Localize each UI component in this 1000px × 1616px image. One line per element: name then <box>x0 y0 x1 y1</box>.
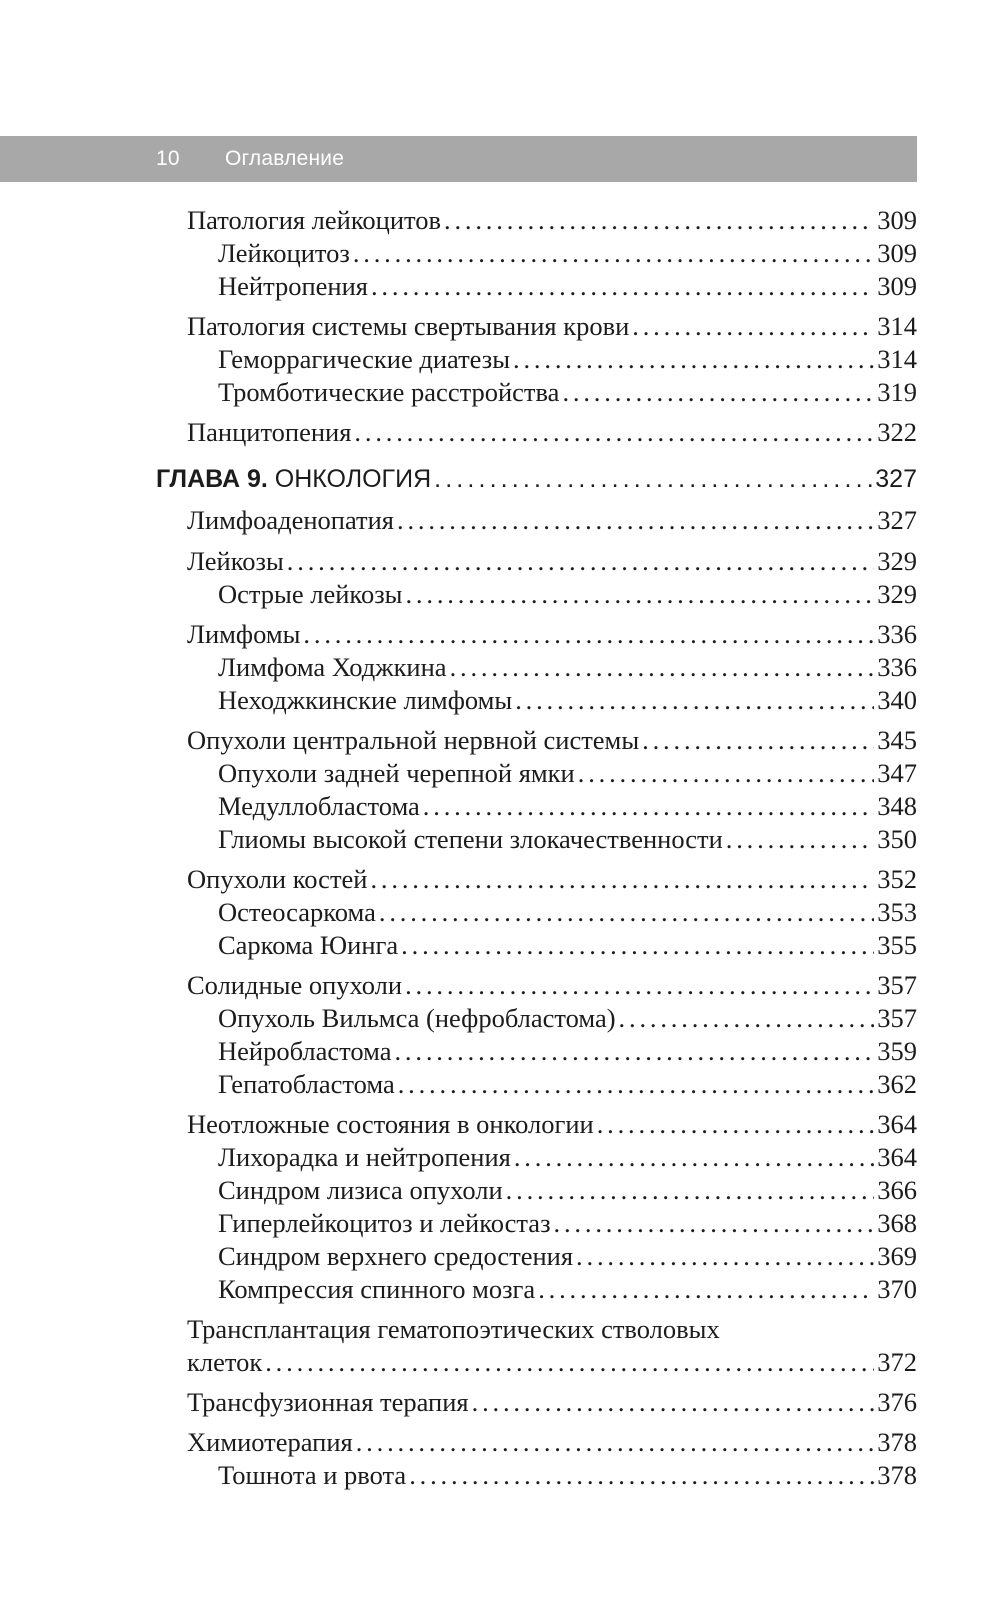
toc-entry-title: Солидные опухоли <box>187 970 403 1000</box>
dot-leader <box>576 1240 874 1272</box>
toc-entry-page: 378 <box>877 1460 917 1490</box>
toc-entry-title: Опухоль Вильмса (нефробластома) <box>218 1003 616 1033</box>
dot-leader <box>597 1108 875 1140</box>
toc-entry-page: 366 <box>877 1175 917 1205</box>
toc-entry-subsection <box>218 270 917 302</box>
toc-entry-page: 329 <box>877 546 917 576</box>
toc-entry-subsection <box>218 1207 917 1239</box>
toc-entry-section <box>187 1426 917 1458</box>
dot-leader <box>394 1035 874 1067</box>
toc-entry-page: 336 <box>877 619 917 649</box>
toc-entry-title: Лимфоаденопатия <box>187 505 394 535</box>
toc-entry-subsection <box>218 1035 917 1067</box>
dot-leader <box>434 463 872 495</box>
toc-entry-title: Острые лейкозы <box>218 579 403 609</box>
toc-entry-subsection <box>218 896 917 928</box>
toc-entry-subsection <box>218 343 917 375</box>
toc-entry-page: 376 <box>877 1387 917 1417</box>
toc-entry-section-line1 <box>187 1313 917 1345</box>
toc-entry-title: Компрессия спинного мозга <box>218 1274 536 1304</box>
toc-entry-page: 319 <box>877 377 917 407</box>
toc-entry-page: 348 <box>877 791 917 821</box>
dot-leader <box>514 1141 874 1173</box>
toc-entry-title: Тошнота и рвота <box>218 1460 407 1490</box>
toc-entry-page: 370 <box>877 1274 917 1304</box>
dot-leader <box>554 1207 875 1239</box>
toc-entry-page: 309 <box>877 271 917 301</box>
toc-entry-title: Саркома Юинга <box>218 930 399 960</box>
dot-leader <box>353 237 874 269</box>
toc-entry-page: 340 <box>877 685 917 715</box>
toc-entry-section <box>187 724 917 756</box>
toc-entry-title: Гиперлейкоцитоз и лейкостаз <box>218 1208 551 1238</box>
dot-leader <box>444 204 874 236</box>
dot-leader <box>506 1174 875 1206</box>
toc-entry-page: 336 <box>877 652 917 682</box>
toc-entry-section <box>187 504 917 536</box>
toc-entry-subsection <box>218 1068 917 1100</box>
toc-entry-page: 347 <box>877 758 917 788</box>
toc-entry-page: 368 <box>877 1208 917 1238</box>
toc-entry-title: Лейкоцитоз <box>218 238 350 268</box>
dot-leader <box>515 684 874 716</box>
toc-entry-subsection <box>218 1002 917 1034</box>
toc-entry-title: Панцитопения <box>187 417 352 447</box>
toc-entry-page: 359 <box>877 1036 917 1066</box>
dot-leader <box>726 823 874 855</box>
toc-entry-title: Трансфузионная терапия <box>187 1387 469 1417</box>
toc-entry-page: 345 <box>877 725 917 755</box>
toc-entry-page: 322 <box>877 417 917 447</box>
dot-leader <box>562 376 874 408</box>
toc-entry-page: 372 <box>877 1347 917 1377</box>
toc-entry-page: 327 <box>875 465 917 493</box>
dot-leader <box>538 1273 874 1305</box>
toc-entry-section <box>187 416 917 448</box>
toc-entry-subsection <box>218 1240 917 1272</box>
toc-entry-section <box>187 618 917 650</box>
toc-entry-subsection <box>218 684 917 716</box>
dot-leader <box>397 504 874 536</box>
toc-entry-title: Синдром лизиса опухоли <box>218 1175 503 1205</box>
page-number: 10 <box>156 147 180 170</box>
toc-entry-section <box>187 310 917 342</box>
dot-leader <box>370 863 874 895</box>
dot-leader <box>354 416 874 448</box>
toc-entry-page: 355 <box>877 930 917 960</box>
toc-entry-subsection <box>218 1141 917 1173</box>
toc-entry-chapter <box>156 463 917 495</box>
toc-entry-page: 357 <box>877 970 917 1000</box>
dot-leader <box>287 545 874 577</box>
toc-entry-subsection <box>218 1459 917 1491</box>
toc-entry-title: Глиомы высокой степени злокачественности <box>218 824 723 854</box>
toc-entry-subsection <box>218 790 917 822</box>
dot-leader <box>303 618 874 650</box>
toc-entry-section <box>187 1108 917 1140</box>
dot-leader <box>405 578 874 610</box>
toc-entry-title: Трансплантация гематопоэтических стволовых <box>187 1314 720 1344</box>
toc-entry-subsection <box>218 578 917 610</box>
chapter-title: ОНКОЛОГИЯ <box>267 465 432 493</box>
toc-entry-title: Патология системы свертывания крови <box>187 311 630 341</box>
toc-entry-page: 369 <box>877 1241 917 1271</box>
toc-entry-title <box>156 463 431 495</box>
toc-entry-page: 350 <box>877 824 917 854</box>
toc-entry-page: 364 <box>877 1142 917 1172</box>
dot-leader <box>632 310 874 342</box>
toc-entry-section <box>187 1386 917 1418</box>
chapter-label: ГЛАВА 9. <box>156 465 268 493</box>
toc-entry-page: 314 <box>877 311 917 341</box>
toc-entry-subsection <box>218 237 917 269</box>
toc-entry-subsection <box>218 376 917 408</box>
dot-leader <box>398 1068 875 1100</box>
toc-entry-page: 364 <box>877 1109 917 1139</box>
dot-leader <box>379 896 874 928</box>
toc-entry-title: Медуллобластома <box>218 791 420 821</box>
toc-entry-page: 378 <box>877 1427 917 1457</box>
toc-entry-page: 357 <box>877 1003 917 1033</box>
toc-entry-subsection <box>218 1174 917 1206</box>
toc-entry-page: 353 <box>877 897 917 927</box>
toc-entry-section <box>187 204 917 236</box>
dot-leader <box>401 929 874 961</box>
toc-entry-title: Неотложные состояния в онкологии <box>187 1109 594 1139</box>
dot-leader <box>450 651 875 683</box>
toc-entry-section <box>187 969 917 1001</box>
toc-entry-title: Синдром верхнего средостения <box>218 1241 574 1271</box>
toc-entry-subsection <box>218 823 917 855</box>
toc-entry-title: Опухоли задней черепной ямки <box>218 758 575 788</box>
toc-entry-subsection <box>218 757 917 789</box>
toc-entry-page: 327 <box>877 505 917 535</box>
dot-leader <box>356 1426 875 1458</box>
toc-entry-page: 329 <box>877 579 917 609</box>
dot-leader <box>513 343 874 375</box>
dot-leader <box>405 969 874 1001</box>
toc-entry-title: Неходжкинские лимфомы <box>218 685 513 715</box>
toc-entry-title: Нейтропения <box>218 271 368 301</box>
toc-entry-page: 352 <box>877 864 917 894</box>
toc-entry-title: Геморрагические диатезы <box>218 344 511 374</box>
toc-entry-title: Опухоли центральной нервной системы <box>187 725 640 755</box>
toc-entry-title: Гепатобластома <box>218 1069 395 1099</box>
toc-entry-subsection <box>218 651 917 683</box>
toc-entry-subsection <box>218 929 917 961</box>
toc-entry-title: Химиотерапия <box>187 1427 353 1457</box>
toc-entry-title: Патология лейкоцитов <box>187 205 441 235</box>
toc-entry-title: Остеосаркома <box>218 897 376 927</box>
toc-entry-title: Опухоли костей <box>187 864 368 894</box>
toc-entry-title: Лимфома Ходжкина <box>218 652 447 682</box>
dot-leader <box>409 1459 874 1491</box>
dot-leader <box>619 1002 875 1034</box>
toc-entry-section <box>187 545 917 577</box>
toc-entry-title: Тромботические расстройства <box>218 377 560 407</box>
toc-entry-subsection <box>218 1273 917 1305</box>
toc-entry-title: Лимфомы <box>187 619 301 649</box>
dot-leader <box>265 1346 874 1378</box>
toc-entry-page: 309 <box>877 238 917 268</box>
toc-entry-page: 314 <box>877 344 917 374</box>
running-header-title: Оглавление <box>225 147 345 170</box>
dot-leader <box>578 757 875 789</box>
toc-entry-section <box>187 1346 917 1378</box>
dot-leader <box>371 270 874 302</box>
toc-entry-title: Лихорадка и нейтропения <box>218 1142 511 1172</box>
toc-entry-page: 309 <box>877 205 917 235</box>
dot-leader <box>423 790 874 822</box>
toc-entry-title: Лейкозы <box>187 546 284 576</box>
toc-entry-page: 362 <box>877 1069 917 1099</box>
dot-leader <box>642 724 874 756</box>
toc-entry-title: Нейробластома <box>218 1036 392 1066</box>
dot-leader <box>472 1386 875 1418</box>
toc-entry-section <box>187 863 917 895</box>
toc-entry-title-continued: клеток <box>187 1347 263 1377</box>
